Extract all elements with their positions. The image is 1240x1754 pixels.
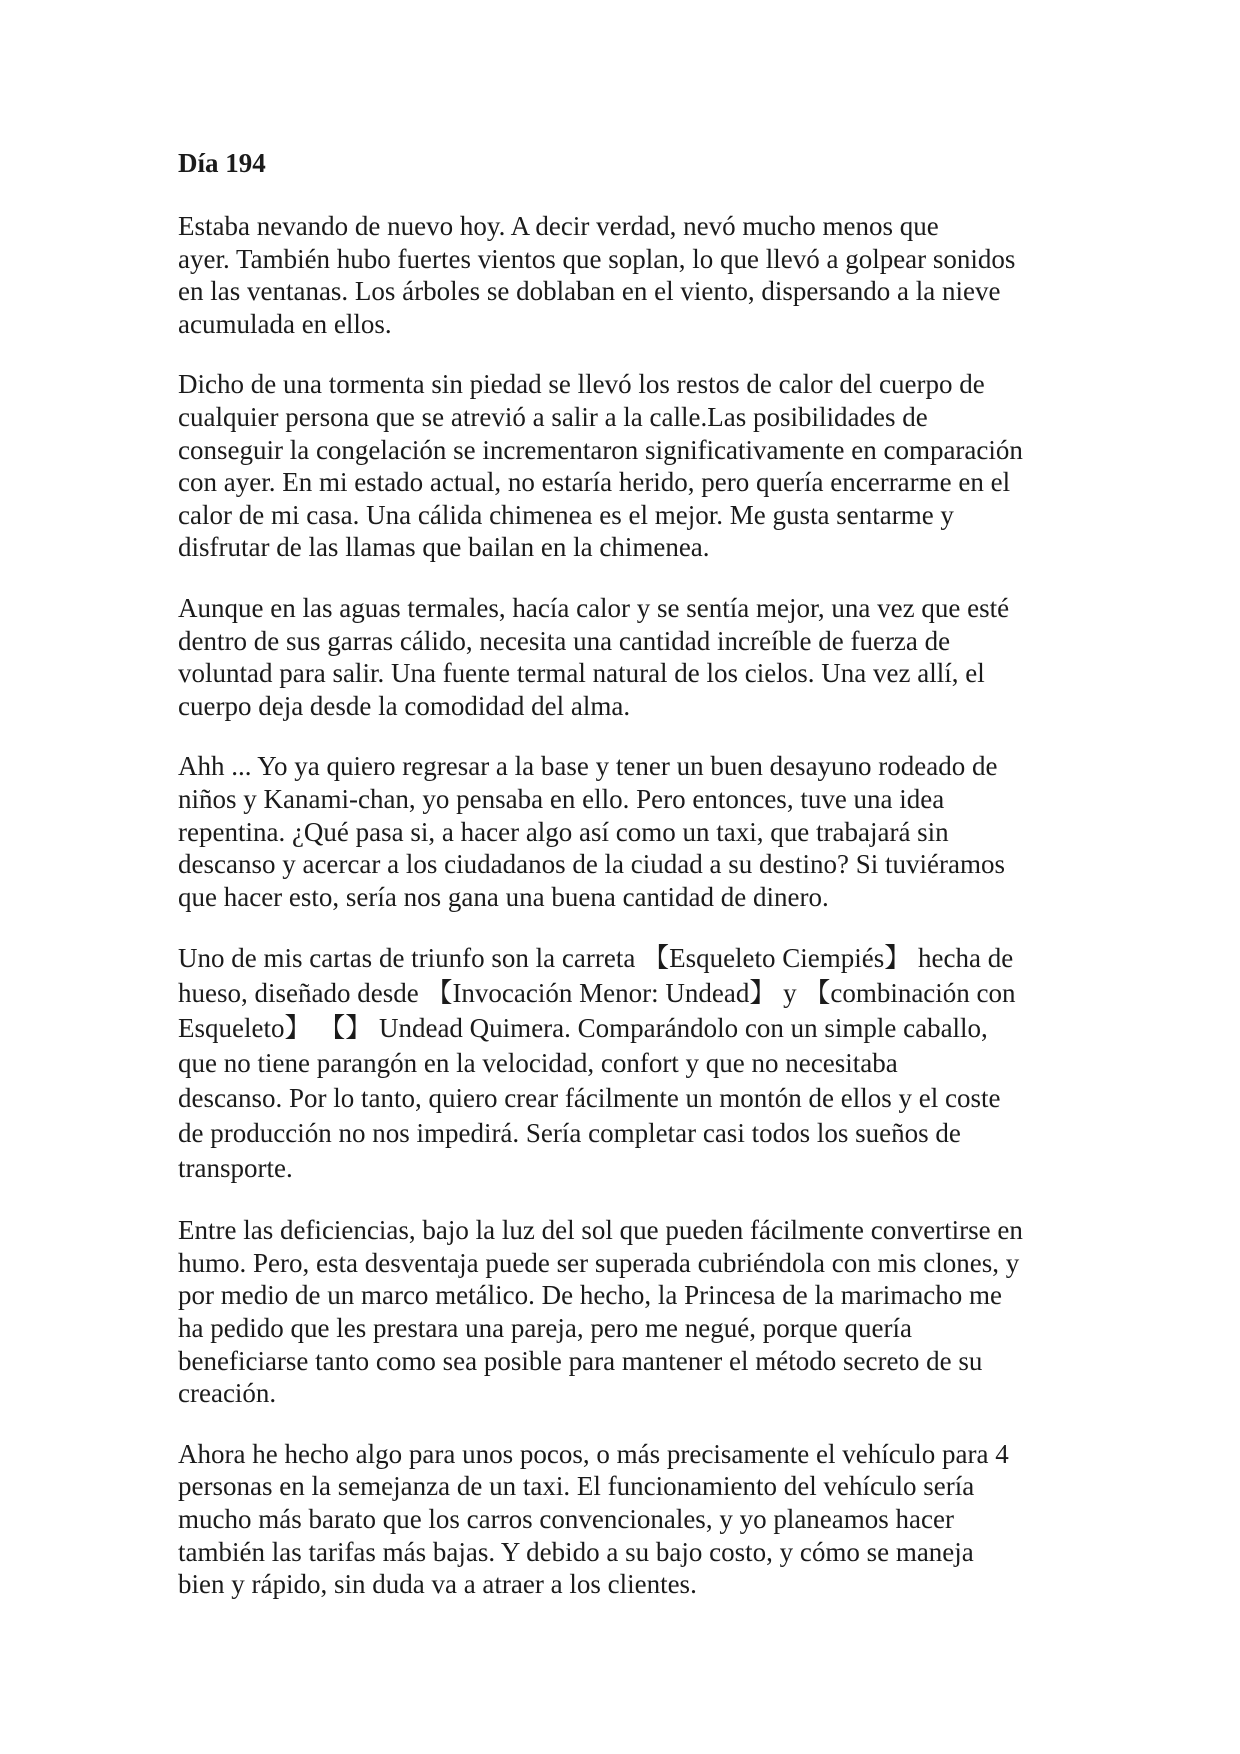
text-line: Uno de mis cartas de triunfo son la carreta 【Esqueleto Ciempiés】 hecha de xyxy=(178,943,1014,974)
text-line: descanso. Por lo tanto, quiero crear fácilmente un montón de ellos y el coste xyxy=(178,1083,1001,1114)
text-line: humo. Pero, esta desventaja puede ser superada cubriéndola con mis clones, y xyxy=(178,1247,1020,1278)
text-line: transporte. xyxy=(178,1153,293,1184)
text-line: Ahh ... Yo ya quiero regresar a la base y tener un buen desayuno rodeado de xyxy=(178,751,998,782)
paragraph xyxy=(178,210,1068,340)
text-line: Aunque en las aguas termales, hacía calor y se sentía mejor, una vez que esté xyxy=(178,592,1010,623)
text-line: hueso, diseñado desde 【Invocación Menor: Undead】 y 【combinación con xyxy=(178,978,1016,1009)
chapter-heading: Día 194 xyxy=(178,148,266,178)
text-line: cuerpo deja desde la comodidad del alma. xyxy=(178,690,631,721)
text-line: niños y Kanami-chan, yo pensaba en ello. Pero entonces, tuve una idea xyxy=(178,783,945,814)
text-line: Estaba nevando de nuevo hoy. A decir verdad, nevó mucho menos que xyxy=(178,211,939,241)
paragraph xyxy=(178,1438,1068,1601)
text-line: personas en la semejanza de un taxi. El funcionamiento del vehículo sería xyxy=(178,1471,975,1502)
text-line: voluntad para salir. Una fuente termal natural de los cielos. Una vez allí, el xyxy=(178,658,985,689)
text-line: con ayer. En mi estado actual, no estaría herido, pero quería encerrarme en el xyxy=(178,467,1011,498)
text-line: ayer. También hubo fuertes vientos que soplan, lo que llevó a golpear sonidos xyxy=(178,243,1016,274)
text-line: conseguir la congelación se incrementaron significativamente en comparación xyxy=(178,434,1023,465)
text-line: por medio de un marco metálico. De hecho, la Princesa de la marimacho me xyxy=(178,1280,1002,1311)
text-line: repentina. ¿Qué pasa si, a hacer algo así como un taxi, que trabajará sin xyxy=(178,816,949,847)
paragraph xyxy=(178,941,1068,1186)
text-line: que hacer esto, sería nos gana una buena cantidad de dinero. xyxy=(178,881,829,912)
paragraph xyxy=(178,750,1068,913)
text-line: cualquier persona que se atrevió a salir a la calle.Las posibilidades de xyxy=(178,401,928,432)
text-line: Entre las deficiencias, bajo la luz del sol que pueden fácilmente convertirse en xyxy=(178,1215,1023,1246)
text-line: también las tarifas más bajas. Y debido a su bajo costo, y cómo se maneja xyxy=(178,1536,974,1567)
paragraph xyxy=(178,1214,1068,1410)
text-line: creación. xyxy=(178,1378,277,1409)
paragraph xyxy=(178,368,1068,564)
text-line: Esqueleto】 【】 Undead Quimera. Comparándolo con un simple caballo, xyxy=(178,1013,988,1044)
text-line: Dicho de una tormenta sin piedad se llevó los restos de calor del cuerpo de xyxy=(178,369,985,400)
text-line: disfrutar de las llamas que bailan en la chimenea. xyxy=(178,532,710,563)
text-line: que no tiene parangón en la velocidad, confort y que no necesitaba xyxy=(178,1048,898,1079)
text-line: beneficiarse tanto como sea posible para mantener el método secreto de su xyxy=(178,1345,983,1376)
text-line: dentro de sus garras cálido, necesita una cantidad increíble de fuerza de xyxy=(178,625,951,656)
paragraph-list xyxy=(178,210,1068,1601)
text-line: descanso y acercar a los ciudadanos de la ciudad a su destino? Si tuviéramos xyxy=(178,849,1005,880)
text-line: de producción no nos impedirá. Sería completar casi todos los sueños de xyxy=(178,1118,961,1149)
text-line: bien y rápido, sin duda va a atraer a los clientes. xyxy=(178,1569,697,1600)
text-line: calor de mi casa. Una cálida chimenea es el mejor. Me gusta sentarme y xyxy=(178,499,954,530)
text-line: en las ventanas. Los árboles se doblaban en el viento, dispersando a la nieve xyxy=(178,276,1001,307)
text-line: Ahora he hecho algo para unos pocos, o más precisamente el vehículo para 4 xyxy=(178,1438,1009,1469)
paragraph xyxy=(178,592,1068,722)
document-body xyxy=(178,146,1068,1629)
text-line: mucho más barato que los carros convencionales, y yo planeamos hacer xyxy=(178,1504,954,1535)
text-line: ha pedido que les prestara una pareja, pero me negué, porque quería xyxy=(178,1313,912,1344)
text-line: acumulada en ellos. xyxy=(178,308,392,339)
